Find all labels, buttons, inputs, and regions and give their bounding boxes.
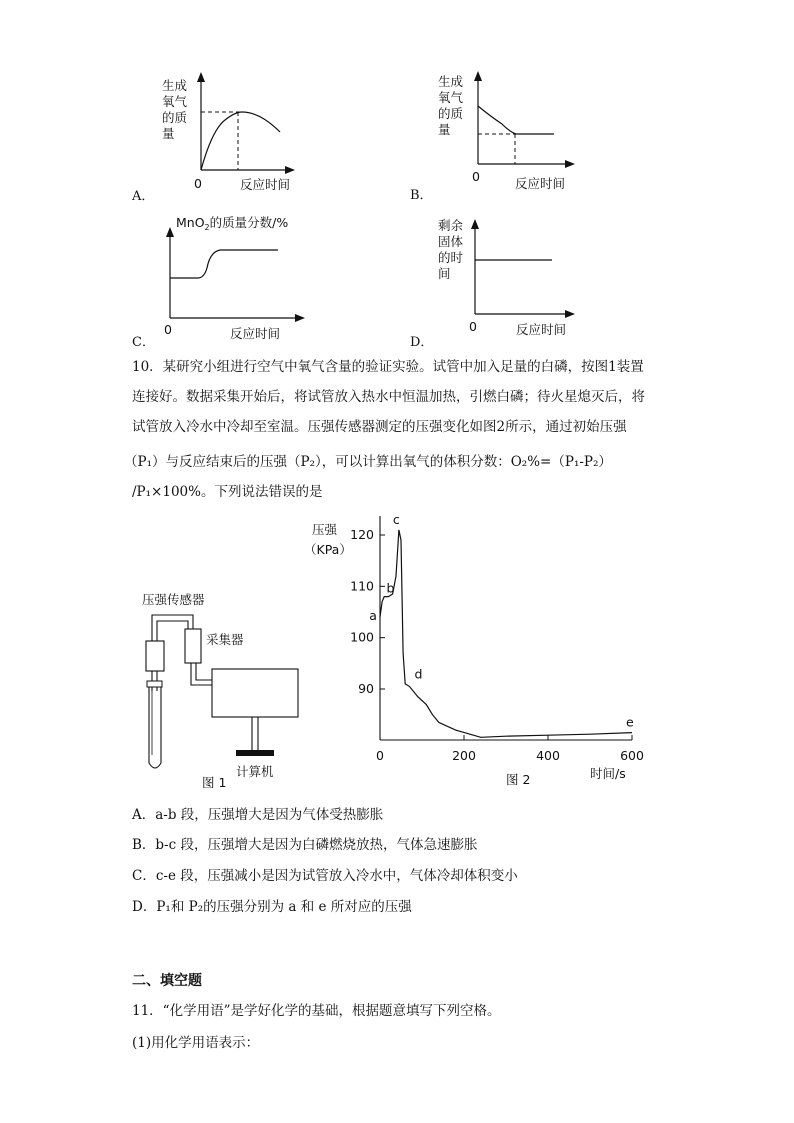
q10-line-3: 试管放入冷水中冷却至室温。压强传感器测定的压强变化如图2所示，通过初始压强 bbox=[132, 419, 627, 435]
y-tick-label: 120 bbox=[350, 527, 374, 542]
graph-d-y-arrow bbox=[471, 219, 479, 229]
graph-c-x-arrow bbox=[295, 314, 305, 322]
graph-b bbox=[430, 64, 590, 194]
x-tick-label: 200 bbox=[452, 748, 476, 763]
graph-b-curve bbox=[478, 106, 554, 134]
graph-b-y-arrow bbox=[474, 71, 482, 81]
graph-c-origin: 0 bbox=[164, 322, 172, 337]
sensor-box bbox=[146, 641, 164, 671]
x-tick-label: 600 bbox=[620, 748, 644, 763]
sensor-label: 压强传感器 bbox=[142, 592, 205, 607]
figure-2-chart bbox=[300, 508, 660, 788]
figure-1-apparatus bbox=[130, 585, 320, 795]
option-b: B．b-c 段，压强增大是因为白磷燃烧放热，气体急速膨胀 bbox=[132, 837, 478, 853]
graph-a-origin: 0 bbox=[194, 176, 202, 191]
point-label-b: b bbox=[386, 580, 395, 596]
graph-b-origin: 0 bbox=[472, 169, 480, 184]
option-b-label: B． bbox=[410, 188, 433, 203]
graph-d-origin: 0 bbox=[469, 319, 477, 334]
graph-d bbox=[430, 210, 595, 345]
graph-d-ylabel-4: 间 bbox=[438, 266, 451, 281]
q10-line-5: /P₁×100%。下列说法错误的是 bbox=[132, 484, 323, 500]
graph-b-ylabel-2: 氧气 bbox=[438, 90, 464, 105]
collector-box bbox=[185, 629, 201, 663]
option-c-label: C． bbox=[132, 335, 155, 350]
computer-box bbox=[212, 669, 298, 717]
graph-d-x-arrow bbox=[565, 310, 575, 318]
y-tick-label: 90 bbox=[358, 681, 374, 696]
option-d: D．P₁和 P₂的压强分别为 a 和 e 所对应的压强 bbox=[132, 899, 412, 915]
graph-c-xlabel: 反应时间 bbox=[230, 326, 281, 341]
test-tube bbox=[149, 687, 161, 768]
graph-b-ylabel-3: 的质 bbox=[438, 106, 464, 121]
graph-a-ylabel-2: 氧气 bbox=[162, 94, 188, 109]
point-label-e: e bbox=[626, 714, 634, 730]
chart-xlabel: 时间/s bbox=[590, 766, 626, 781]
point-label-d: d bbox=[414, 666, 423, 682]
point-label-c: c bbox=[392, 511, 400, 527]
graph-b-ylabel-4: 量 bbox=[438, 122, 451, 137]
x-tick-label: 0 bbox=[376, 748, 384, 763]
graph-a bbox=[150, 70, 310, 200]
y-tick-label: 110 bbox=[350, 578, 374, 594]
graph-c-y-arrow bbox=[166, 227, 174, 237]
figure-2-caption: 图 2 bbox=[506, 772, 531, 787]
graph-c bbox=[150, 210, 320, 345]
option-c: C．c-e 段，压强减小是因为试管放入冷水中，气体冷却体积变小 bbox=[132, 868, 518, 884]
computer-label: 计算机 bbox=[236, 764, 274, 779]
graph-a-curve bbox=[201, 112, 280, 170]
q11-part-1: (1)用化学用语表示： bbox=[132, 1035, 260, 1051]
computer-base bbox=[236, 750, 274, 756]
option-a-label: A． bbox=[132, 189, 155, 204]
q10-line-1: 10．某研究小组进行空气中氧气含量的验证实验。试管中加入足量的白磷，按图1装置 bbox=[132, 359, 644, 375]
graph-c-ylabel: MnO$_2$的质量分数/% bbox=[176, 215, 289, 232]
graph-a-ylabel-4: 量 bbox=[162, 126, 175, 141]
graph-b-ylabel-1: 生成 bbox=[438, 74, 464, 89]
graph-a-xlabel: 反应时间 bbox=[240, 177, 291, 192]
q11-text: 11．“化学用语”是学好化学的基础，根据题意填写下列空格。 bbox=[132, 1003, 501, 1019]
graph-a-y-arrow bbox=[197, 72, 205, 82]
graph-d-ylabel-3: 的时 bbox=[438, 250, 464, 265]
graph-a-ylabel-3: 的质 bbox=[162, 110, 188, 125]
graph-d-ylabel-2: 固体 bbox=[438, 234, 464, 249]
section-2-title: 二、填空题 bbox=[132, 973, 202, 989]
option-d-label: D． bbox=[410, 335, 434, 350]
chart-series-line bbox=[380, 530, 632, 737]
q10-line-4: （P₁）与反应结束后的压强（P₂），可以计算出氧气的体积分数：O₂%=（P₁-P₂） bbox=[124, 454, 612, 470]
q10-line-2: 连接好。数据采集开始后，将试管放入热水中恒温加热，引燃白磷；待火星熄灭后，将 bbox=[132, 389, 645, 405]
point-label-a: a bbox=[369, 608, 377, 623]
option-a: A．a-b 段，压强增大是因为气体受热膨胀 bbox=[132, 807, 384, 823]
graph-b-xlabel: 反应时间 bbox=[515, 176, 566, 191]
x-tick-label: 400 bbox=[536, 748, 560, 763]
graph-b-x-arrow bbox=[565, 160, 575, 168]
graph-a-x-arrow bbox=[285, 166, 295, 174]
graph-d-xlabel: 反应时间 bbox=[516, 322, 567, 337]
graph-a-ylabel-1: 生成 bbox=[162, 78, 188, 93]
collector-label: 采集器 bbox=[206, 632, 244, 647]
y-tick-label: 100 bbox=[350, 629, 374, 645]
graph-d-ylabel-1: 剩余 bbox=[438, 218, 464, 233]
figure-1-caption: 图 1 bbox=[202, 775, 227, 790]
graph-c-curve bbox=[170, 250, 278, 278]
chart-ylabel: 压强 bbox=[312, 522, 338, 537]
chart-yunit: （KPa） bbox=[304, 542, 352, 557]
